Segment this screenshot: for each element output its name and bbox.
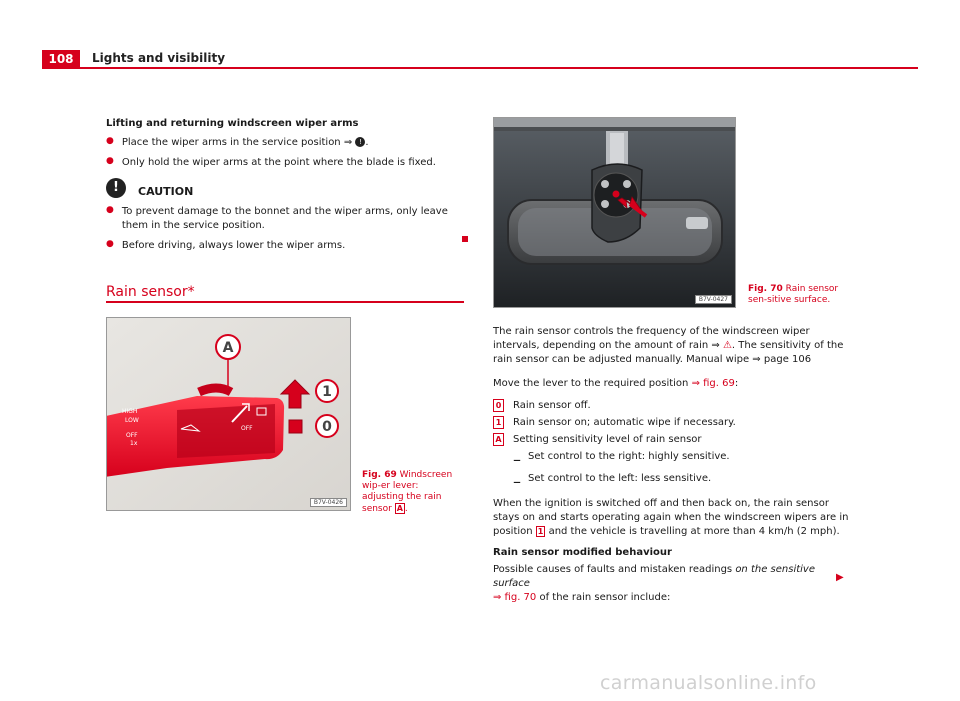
position-item	[493, 416, 849, 430]
caution-bullet-text: Before driving, always lower the wiper arms.	[121, 240, 346, 251]
figure-69-caption: Fig. 69 Windscreen wip-er lever: adjusting the rain sensor A .	[362, 470, 453, 514]
caution-label: CAUTION	[138, 185, 194, 198]
position-text: Setting sensitivity level of rain sensor	[513, 434, 702, 445]
dash-text: Set control to the right: highly sensitive.	[528, 451, 730, 462]
position-text: Rain sensor off.	[513, 400, 591, 411]
position-item	[493, 433, 849, 447]
callout-a-label: A	[222, 340, 234, 356]
figure-number: Fig. 69	[362, 470, 397, 480]
bullet-item	[106, 156, 466, 170]
position-key: 1	[493, 416, 504, 429]
figure-number: Fig. 70	[748, 284, 783, 294]
knob-label: OFF	[241, 425, 253, 432]
position-text: Rain sensor on; automatic wipe if necessary.	[513, 417, 736, 428]
warning-triangle-icon: ⚠	[722, 340, 732, 351]
caption-text: Windscreen wip-er lever: adjusting the rain sensor	[362, 470, 453, 514]
position-0-label: 0	[322, 419, 332, 435]
section-rule	[106, 301, 464, 303]
lever-label: LOW	[125, 417, 139, 424]
figure-69-image	[106, 317, 351, 511]
bullet-item: ● Place the wiper arms in the service position ⇒ ! .	[106, 136, 369, 148]
bullet-icon: ●	[106, 156, 114, 166]
header-rule	[42, 67, 918, 69]
bullet-text: Place the wiper arms in the service position ⇒	[121, 137, 353, 148]
dash-item: – Set control to the left: less sensitive.	[513, 472, 712, 491]
position-item	[493, 399, 849, 413]
caution-bullet	[106, 239, 464, 253]
caution-block	[106, 177, 464, 253]
paragraph: When the ignition is switched off and then back on, the rain sensor stays on and starts operating again when the windscreen wipers are in position 1 and the vehicle is travelling at more than 4 km/h (2 mph).	[493, 498, 849, 537]
image-code: B7V-0426	[310, 498, 347, 507]
paragraph: Possible causes of faults and mistaken readings on the sensitive surface ⇒ fig. 70 of the rain sensor include:	[493, 564, 815, 603]
page-number: 108	[42, 50, 80, 68]
paragraph: The rain sensor controls the frequency of the windscreen wiper intervals, depending on the amount of rain ⇒ ⚠. The sensitivity of the rain sensor can be adjusted manually. Manual wipe ⇒ page 106	[493, 326, 844, 365]
position-0-marker	[289, 420, 302, 433]
position-key: A	[493, 433, 504, 446]
caution-ref-icon: !	[355, 137, 365, 147]
end-of-section-marker	[462, 236, 468, 242]
bullet-icon: ●	[106, 136, 114, 146]
lever-label: 1x	[130, 440, 138, 447]
modified-heading: Rain sensor modified behaviour	[493, 547, 672, 558]
caption-ref-box: A	[396, 504, 403, 513]
caption-text: Rain sensor sen-sitive surface.	[748, 284, 839, 305]
position-ref-box: 1	[537, 527, 544, 536]
paragraph: Move the lever to the required position ⇒ fig. 69:	[493, 378, 739, 389]
caution-icon: !	[106, 178, 126, 198]
section-title: Rain sensor*	[106, 284, 195, 300]
position-1-label: 1	[322, 384, 332, 400]
sensitive-surface-marker	[613, 191, 620, 198]
bullet-icon: ●	[106, 239, 114, 249]
header-title: Lights and visibility	[92, 51, 226, 65]
dash-text: Set control to the left: less sensitive.	[528, 473, 712, 484]
caution-bullet-text: To prevent damage to the bonnet and the wiper arms, only leave them in the service position.	[121, 206, 448, 231]
wiper-arms-section	[106, 117, 466, 170]
dash-item: – Set control to the right: highly sensitive.	[513, 450, 730, 469]
wiper-arms-heading: Lifting and returning windscreen wiper arms	[106, 118, 359, 129]
image-code: B7V-0427	[695, 295, 732, 304]
caution-bullet	[106, 205, 464, 233]
lever-label: OFF	[126, 432, 138, 439]
bullet-icon: ●	[106, 205, 114, 215]
lever-label: HIGH	[122, 408, 138, 415]
watermark: carmanualsonline.info	[600, 672, 817, 694]
figure-70-caption	[748, 284, 848, 306]
bullet-text: Only hold the wiper arms at the point where the blade is fixed.	[121, 157, 436, 168]
figure-70-image	[493, 117, 736, 308]
figure-link[interactable]: ⇒ fig. 70	[493, 592, 537, 603]
continue-arrow-icon: ▶	[836, 572, 844, 583]
rain-sensor-text	[493, 325, 849, 605]
position-key: 0	[493, 399, 504, 412]
figure-link[interactable]: ⇒ fig. 69	[691, 378, 735, 389]
